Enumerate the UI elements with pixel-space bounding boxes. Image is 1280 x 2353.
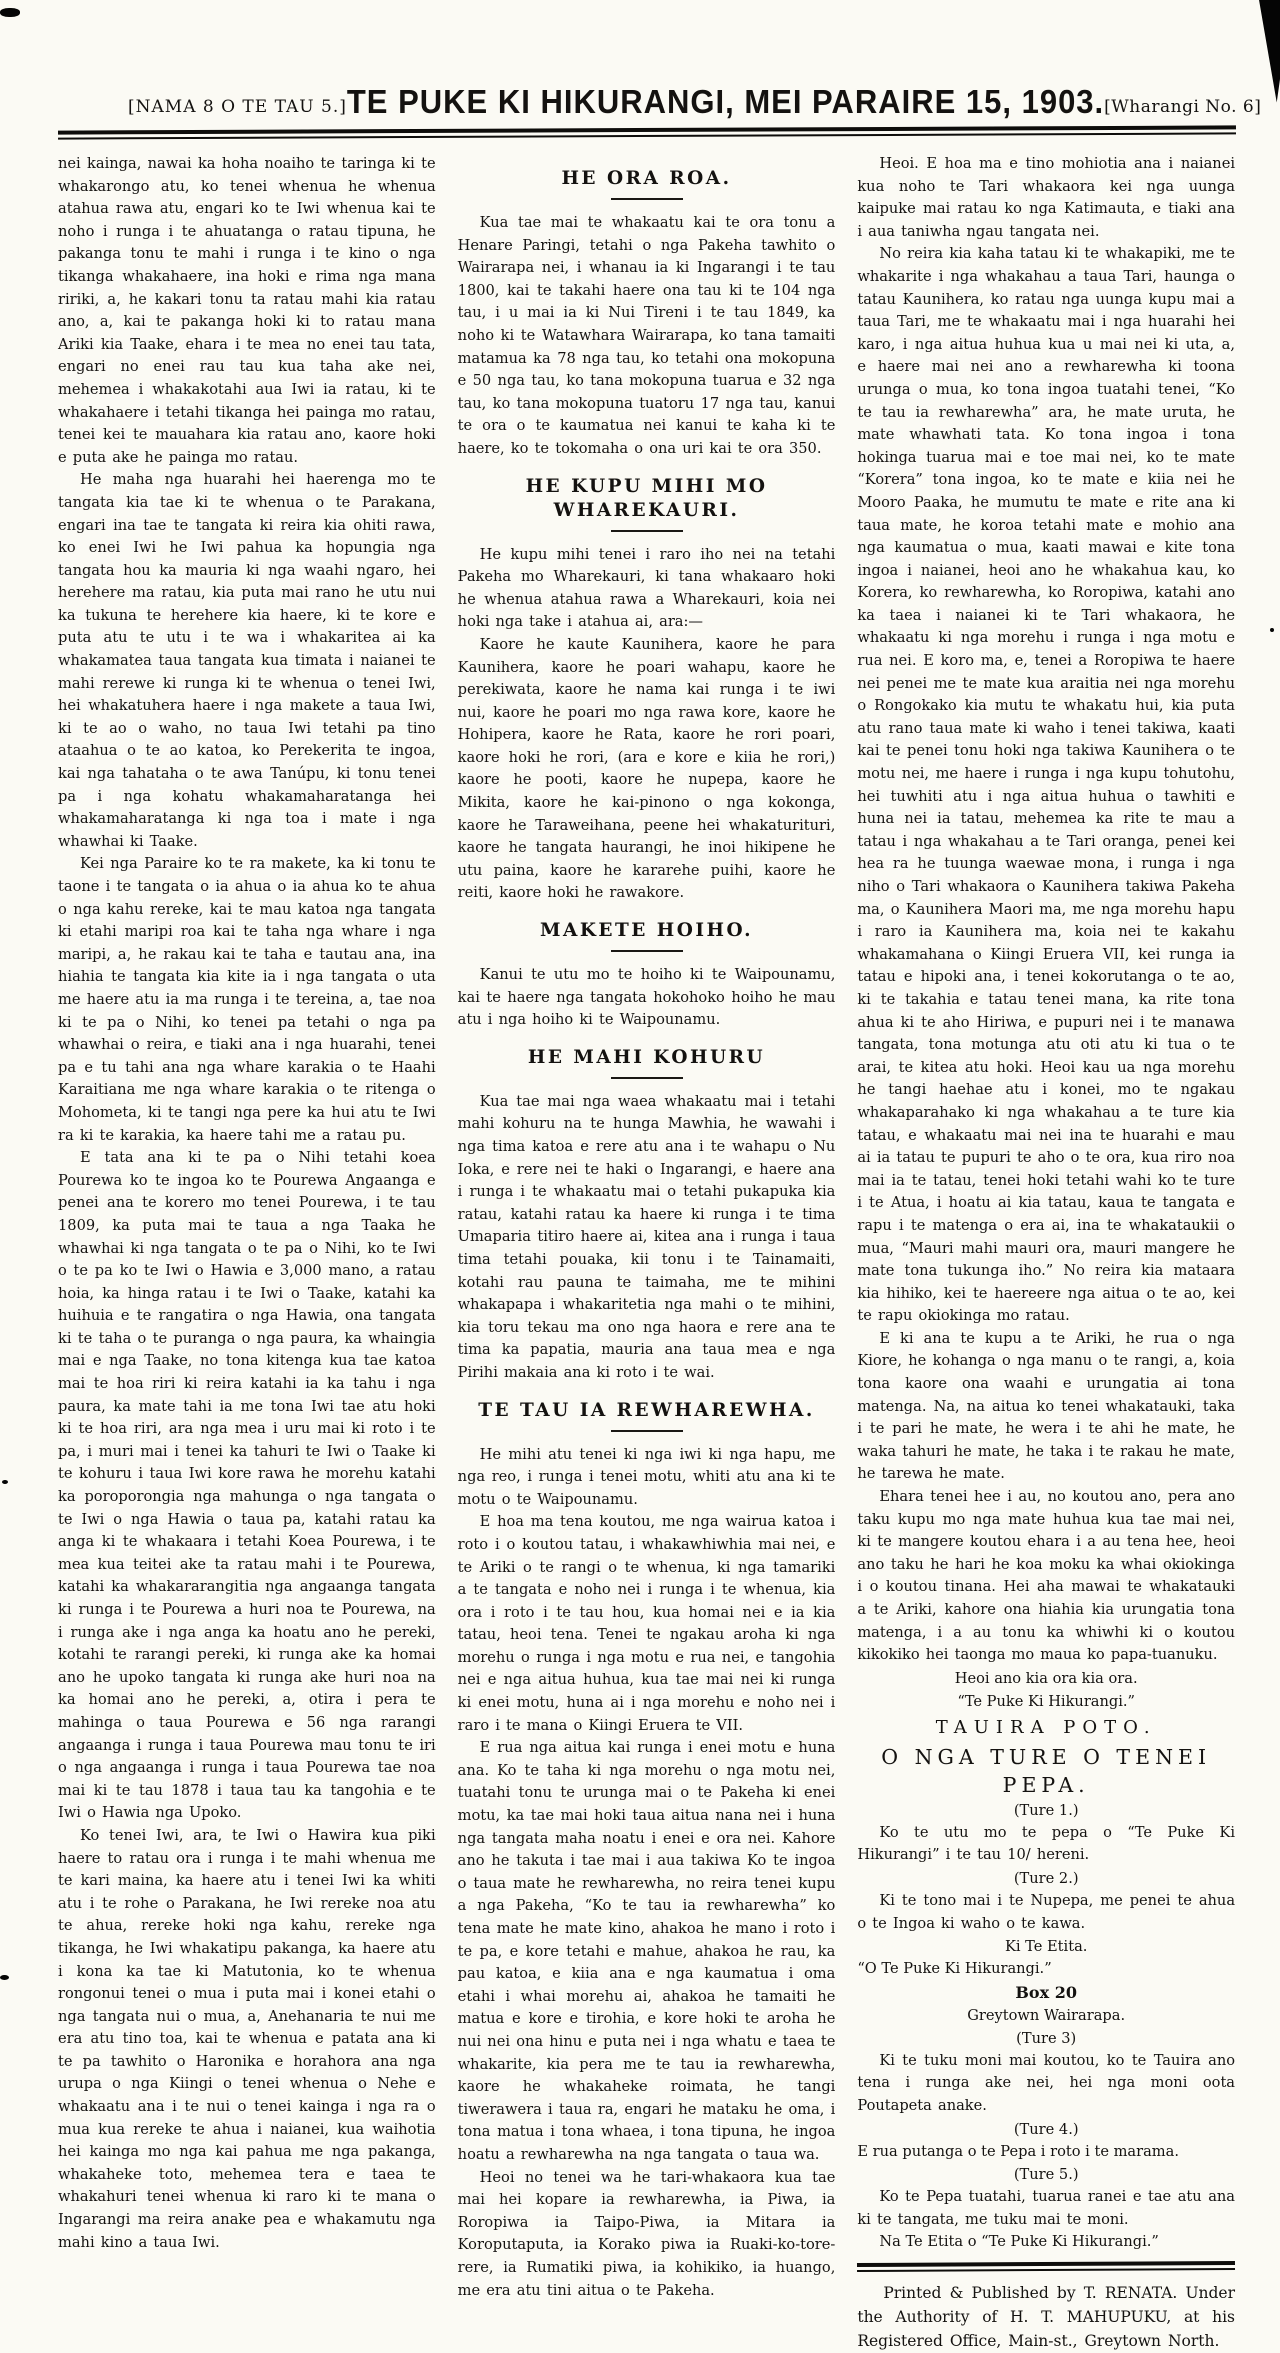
scan-mark-left-top	[0, 8, 20, 17]
paragraph: Ko te Pepa tuatahi, tuarua ranei e tae atu ana ki te tangata, me tuku mai te moni.	[857, 2188, 1236, 2228]
article-heading: HE MAHI KOHURU	[527, 1046, 766, 1068]
double-rule	[857, 2261, 1235, 2272]
paragraph: No reira kia kaha tatau ki te whakapiki, me te whakarite i nga whakahau a taua Tari, haunga o tatau Kaunihera, ko ratau nga uunga kupu mai a taua Tari, me te whakaatu mai i nga huarahi hei karo, i nga aitua huhua kua u mai nei ki uta, a, e haere mai nei ano a rewharewha ki toona urunga o mua, ko tona ingoa tuatahi tenei, “Ko te tau ia rewharewha” ara, he mate uruta, he mate whawhati tata. Ko tona ingoa i tona hokinga tuarua mai e toe mai nei, ko te mate “Korera” tona ingoa, ko te mate e kiia nei he Mooro Paaka, he mumutu te mate e rite ana ki taua mate, he koroa tetahi mate e mohio ana nga kaumatua o mua, kaati mawai e kite tona ingoa i naianei, heoi ano he whakahua kau, ko Korera, ko rewharewha, ko Roropiwa, katahi ano ka taea i naianei ki te Tari whakaora, he whakaatu ki nga morehu i runga i nga motu e rua nei. E koro ma, e, tenei a Roropiwa te haere nei penei me te mate kua araitia nei nga morehu o Rongokako kia mutu te whakatu hui, kia puta atu rano taua mate ki waho i tenei takiwa, kaati kai te penei tonu hoki nga takiwa Kaunihera o te motu nei, me haere i runga i nga kupu tohutohu, hei tuwhiti atu i nga aitua huhua o tawhiti e huna nei ia tatau, mehemea ka rite te mau a tatau i nga whakahau a te Tari oranga, penei kei hea ra he tuunga waewae mona, i runga i nga niho o Tari whakaora o Kaunihera takiwa Pakeha ma, o Kaunihera Maori ma, me nga morehu hapu i raro ia Kaunihera ma, koia nei te kakahu whakamahana o Kiingi Eruera VII, kei runga ia tatau e hipoki ana, i tenei kokorutanga o te ao, ki te takahia e tatau tenei mana, ka rite tona ahua ki te aho Hiriwa, e pupuri nei i te manawa tangata, tona motunga atu oti atu ki tua o te arai, te kitea atu hoki. Heoi kau ua nga morehu he tangi haehae atu i konei, mo te ngakau whakaparahako ki nga whakahau a te ture kia tatau, e whakaatu mai nei ina te huarahi e mau ai ia tatau te pupuri te aho o te ora, kua riro noa mai ia te tatau, tenei hoki tetahi wahi ko te ture i te Atua, i hoatu ai kia tatau, kaua te tangata e rapu i te matenga o era ai, ina te whakataukii o mua, “Mauri mahi mauri ora, mauri mangere he mate tona tukunga iho.” No reira kia mataara kia hihiko, kei te haereere nga aitua o te ao, kei te rapu okiokinga mo ratau.	[857, 245, 1236, 1325]
paragraph: E rua putanga o te Pepa i roto i te marama.	[857, 2142, 1179, 2160]
article-heading-block	[458, 167, 836, 200]
section-heading: O NGA TURE O TENEI PEPA.	[881, 1744, 1212, 1797]
article-heading: HE KUPU MIHI MO WHAREKAURI.	[525, 475, 768, 521]
article-heading: MAKETE HOIHO.	[539, 920, 754, 942]
paragraph: E rua nga aitua kai runga i enei motu e huna ana. Ko te taha ki nga morehu o nga motu nei, tuatahi tonu te urunga mai o te Pakeha ki enei motu, ka tae mai hoki taua aitua nana nei i huna nga tangata maha noatu i enei e ora nei. Kahore ano he takuta i tae mai i aua takiwa Ko te ingoa o taua mate he rewharewha, no reira tenei kupu a nga Pakeha, “Ko te tau ia rewharewha” ko tena mate he mate kino, ahakoa he mano i roto i te pa, e kore tetahi e mahue, ahakoa he rau, ka pau katoa, e kiia ana e nga kaumatua i oma etahi i whai morehu ai, ahakoa he tamaiti he matua e kore e tirohia, e kore hoki te aroha he nui nei ona hinu e puta nei i nga whatu e taea te whakarite, kia pera me te tau ia rewharewha, kaore he whakaheke roimata, he tangi tiwerawera i taua ra, engari he mataku he oma, i tona matua i tona whaea, i tona tipuna, he ingoa hoatu a rewharewha na nga tangata o taua wa.	[457, 1739, 836, 2163]
scan-mark-left-mid	[2, 1480, 8, 1484]
centered-line: (Ture 1.)	[1013, 1801, 1079, 1819]
article-heading-block	[458, 1399, 836, 1432]
scan-mark-left-bottom	[0, 1975, 9, 1980]
paragraph: Kua tae mai nga waea whakaatu mai i tetahi mahi kohuru na te hunga Mawhia, he wawahi i nga tima katoa e rere atu ana i te wahapu o Nu Ioka, e rere nei te haki o Ingarangi, e haere ana i runga i te whakaatu mai o tetahi pukapuka kia ratau, katahi ratau ka haere ki runga i te tima Umaparia titiro haere ai, kitea ana i runga i taua tima tetahi pouaka, kii tonu i te Tainamaiti, kotahi rau pauna te taimaha, me te mihini whakapapa i whakaritetia nga mahi o te mihini, kia toru tekau ma ono nga haora e rere ana te tima ka papatia, mauria ana taua mea e nga Pirihi makaia ana ki roto i te wai.	[457, 1092, 836, 1381]
masthead	[0, 0, 1280, 120]
heading-rule	[611, 950, 683, 952]
centered-line: (Ture 4.)	[1013, 2120, 1079, 2138]
centered-line: (Ture 5.)	[1013, 2166, 1079, 2184]
text-columns	[0, 137, 1280, 2353]
paragraph: Kaore he kaute Kaunihera, kaore he para Kaunihera, kaore he poari wahapu, kaore he perekiwata, kaore he nama kai runga i te iwi nui, kaore he poari mo nga rawa kore, kaore he Hohipera, kaore he Rata, kaore he rori poari, kaore hoki he rori, (ara e kore e kiia he rori,) kaore he pooti, kaore he nupepa, kaore he Mikita, kaore he kai-pinono o nga kokonga, kaore he Taraweihana, peene hei whakaturituri, kaore he tangata haurangi, he inoi hikipene he utu paina, kaore he kararehe puihi, kaore he reiti, kaore hoki he rawakore.	[457, 635, 836, 902]
paragraph: E ki ana te kupu a te Ariki, he rua o nga Kiore, he kohanga o nga manu o te rangi, a, koia tona kaore ona waahi e urungatia ai tona matenga. Na, na aitua ko tenei whakatauki, taka i te pari he mate, he wera i te ahi he mate, he waka tahuri he mate, he taka i te rakau he mate, he tarewa he mate.	[857, 1329, 1236, 1483]
paragraph: E tata ana ki te pa o Nihi tetahi koea Pourewa ko te ingoa ko te Pourewa Angaanga e penei ana te korero mo tenei Pourewa, i te tau 1809, ka puta mai te taua a nga Taaka he whawhai ki nga tangata o te pa o Nihi, ko te Iwi o te pa ko te Iwi o Hawia e 3,000 mano, a ratau hoia, ka hinga ratau i te Iwi o Taake, katahi ka huihuia e te rangatira o nga Hawia, ona tangata ki te taha o te puranga o nga paura, ka whaingia mai e nga Taake, no tona kitenga kua tae katoa mai te hoa riri ki reira katahi ia ka tahu i nga paura, ka mate tahi ia me tona Iwi tae atu hoki ki te hoa riri, ara nga mea i uru mai ki roto i te pa, i muri mai i tenei ka tahuri te Iwi o Taake ki te kohuru i taua Iwi kore rawa he morehu katahi ka poroporongia nga mahunga o nga tangata o te Iwi o nga Hawia o taua pa, katahi ratau ka anga ki te whakaara i tetahi Koea Pourewa, i te mea kua teitei ake ta ratau mahi i te Pourewa, katahi ka whakararangitia nga angaanga tangata ki runga i te Pourewa a huri noa te Pourewa, na i runga ake i nga anga ka hoatu ano he pereki, kotahi te rarangi pereki, ki runga ake ka homai ano he upoko tangata ki runga ake huri noa na ka homai ano he pereki, a, otira i pera te mahinga o taua Pourewa e 56 nga rarangi angaanga i runga i taua Pourewa mau tonu te iri o nga angaanga i runga i taua Pourewa tae noa mai ki te tau 1878 i taua tau ka tangohia e te Iwi o Hawia nga Upoko.	[58, 1149, 436, 1822]
paragraph: Ko te utu mo te pepa o “Te Puke Ki Hikurangi” i te tau 10/ hereni.	[857, 1823, 1236, 1864]
paragraph: Ki te tuku moni mai koutou, ko te Tauira ano tena i runga ake nei, hei nga moni oota Poutapeta anake.	[857, 2051, 1236, 2114]
paragraph: He mihi atu tenei ki nga iwi ki nga hapu, me nga reo, i runga i tenei motu, whiti atu ana ki te motu o te Waipounamu.	[457, 1445, 836, 1508]
centered-line: Greytown Wairarapa.	[967, 2006, 1126, 2024]
paragraph: He kupu mihi tenei i raro iho nei na tetahi Pakeha mo Wharekauri, ki tana whakaaro hoki he whenua atahua rawa a Wharekauri, koia nei hoki nga take i atahua ai, ara:—	[457, 545, 836, 631]
issue-number: [NAMA 8 O TE TAU 5.]	[128, 97, 347, 117]
scan-mark-right	[1270, 628, 1274, 632]
centered-line: Ki Te Etita.	[1004, 1938, 1088, 1956]
centered-line: “Te Puke Ki Hikurangi.”	[957, 1692, 1136, 1710]
column-1	[58, 153, 436, 2254]
paragraph: “O Te Puke Ki Hikurangi.”	[857, 1960, 1052, 1978]
paragraph: Ko tenei Iwi, ara, te Iwi o Hawira kua piki haere to ratau ora i runga i te mahi whenua me te kari maina, ka haere atu i tenei Iwi ka whiti atu i te rohe o Parakana, he Iwi rereke noa atu te ahua, rereke hoki nga kahu, rereke nga tikanga, he Iwi whakatipu pakanga, ka haere atu i kona ka tae ki Matutonia, ko te whenua rongonui tenei o mua i puta mai i konei etahi o nga tangata nui o mua, a, Anehanaria te nui me era atu tino toa, kai te whenua e patata ana ki te pa tawhito o Haronika e horahora ana nga urupa o nga Kiingi o tenei whenua o Nehe e whakaatu ana i te nui o tenei kainga i nga ra o mua kua rereke te ahua i naianei, kua waihotia hei kainga mo nga kai pahua me nga pakanga, whakaheke toto, mehemea tera e taea te whakahuri tenei whenua ki raro ki te mana o Ingarangi ma reira anake pea e whakamutu nga mahi kino a taua Iwi.	[58, 1826, 436, 2251]
heading-rule	[611, 530, 683, 532]
centered-line: (Ture 3)	[1016, 2029, 1077, 2047]
article-heading: HE ORA ROA.	[561, 168, 732, 189]
newspaper-title: TE PUKE KI HIKURANGI, MEI PARAIRE 15, 1903.	[346, 82, 1105, 121]
paragraph: Ki te tono mai i te Nupepa, me penei te ahua o te Ingoa ki waho o te kawa.	[857, 1891, 1236, 1932]
page-number: [Wharangi No. 6]	[1104, 97, 1262, 117]
paragraph: Heoi. E hoa ma e tino mohiotia ana i naianei kua noho te Tari whakaora kei nga uunga kaipuke mai ratau ko nga Katimauta, e tiaki ana i aua taniwha ngau tangata nei.	[857, 155, 1236, 240]
heading-rule	[611, 1077, 683, 1079]
paragraph: Kei nga Paraire ko te ra makete, ka ki tonu te taone i te tangata o ia ahua o ia ahua ko te ahua o nga kahu rereke, kai te mau katoa nga tangata ki etahi maripi roa kai te taha nga whare i nga maripi, a, he rakau kai te taha e tautau ana, ina hiahia te tangata kia kite ia i nga tangata o uta me haere atu ia ma runga i te tereina, a, tae noa ki te pa o Nihi, ko tenei pa tetahi o nga pa whawhai o reira, e tiaki ana i nga huarahi, tenei pa e tu tahi ana nga whare karakia o te Haahi Karaitiana me nga whare karakia o te ritenga o Mohometa, ki te tangi nga pere ka hui atu te Iwi ra ki te karakia, ka haere tahi me a ratau pu.	[58, 855, 436, 1144]
centered-line: (Ture 2.)	[1013, 1869, 1079, 1887]
paragraph: Kanui te utu mo te hoiho ki te Waipounamu, kai te haere nga tangata hokohoko hoiho he mau atu i nga hoiho ki te Waipounamu.	[457, 966, 836, 1029]
article-heading-block	[458, 1046, 836, 1079]
article-heading-block	[458, 475, 836, 532]
imprint: Printed & Published by T. RENATA. Under the Authority of H. T. MAHUPUKU, at his Registered Office, Main-st., Greytown North.	[857, 2283, 1236, 2350]
article-heading: TE TAU IA REWHAREWHA.	[478, 1399, 815, 1421]
centered-line: Box 20	[1015, 1982, 1077, 2002]
paragraph: Kua tae mai te whakaatu kai te ora tonu a Henare Paringi, tetahi o nga Pakeha tawhito o Wairarapa nei, i whanau ia ki Ingarangi i te tau 1800, kai te takahi haere ona tau ki te 104 nga tau, i u mai ia ki Nui Tireni i te tau 1849, ka noho ki te Watawhara Wairarapa, ko tana tamaiti matamua ka 78 nga tau, ko tetahi ona mokopuna e 50 nga tau, ko tana mokopuna tuarua e 32 nga tau, ko tana mokopuna tuatoru 17 nga tau, kanui te ora o te kaumatua nei kanui te kaha ki te haere, ko te tokomaha o ona uri kai te ora 350.	[457, 214, 836, 457]
paragraph: He maha nga huarahi hei haerenga mo te tangata kia tae ki te whenua o te Parakana, engari ina tae te tangata ki reira kia ohiti rawa, ko enei Iwi he Iwi pahua ka hopungia nga tangata hou ka mauria ki nga waahi ngaro, hei herehere ma ratau, kia puta mai rano he utu nui ka tukuna te herehere kia haere, ki te kore e puta atu te utu i te wa i whakaritea ai ka whakamatea taua tangata kua timata i naianei te mahi rerewe ki runga ki te whenua o tenei Iwi, hei whakatuhera haere i nga makete a taua Iwi, ki te ao o waho, no taua Iwi tetahi pa tino ataahua o te ao katoa, ko Perekerita te ingoa, kai nga tahataha o te awa Tanúpu, ki tonu tenei pa i nga kohatu whakamaharatanga hei whakamaharatanga ki nga toa i mate i nga whawhai ki Taake.	[58, 471, 436, 850]
paragraph: Na Te Etita o “Te Puke Ki Hikurangi.”	[879, 2233, 1159, 2251]
paragraph: nei kainga, nawai ka hoha noaiho te taringa ki te whakarongo atu, ko tenei whenua he whenua atahua rawa atu, engari ko te Iwi whenua kai te noho i runga i te ahuatanga o ratau tipuna, he pakanga tonu te mahi i runga i te kino o nga tikanga whakahaere, ina hoki e rima nga mana ririki, a, he kakari tonu ta ratau mahi kia ratau ano, a, kai te pakanga hoki ki to ratau mana Ariki kia Taake, ehara i te mea no enei tau tata, engari no enei rau tau kua taha ake nei, mehemea i whakakotahi aua Iwi ia ratau, ki te whakahaere i tetahi tikanga hei painga mo ratau, tenei kei te mauahara kia ratau ano, kaore hoki e puta ake he painga mo ratau.	[58, 155, 436, 466]
section-heading: TAUIRA POTO.	[935, 1716, 1157, 1738]
heading-rule	[611, 1430, 683, 1432]
column-3	[857, 153, 1235, 2353]
column-2	[458, 153, 836, 2302]
paragraph: Heoi no tenei wa he tari-whakaora kua tae mai hei kopare ia rewharewha, ia Piwa, ia Roropiwa ia Taipo-Piwa, ia Mitara ia Koroputaputa, ia Korako piwa ia Ruaki-ko-tore-rere, ia Rumatiki piwa, ia kohikiko, ia huango, me era atu tini aitua o te Pakeha.	[457, 2168, 836, 2299]
centered-line: Heoi ano kia ora kia ora.	[954, 1669, 1138, 1687]
paragraph: Ehara tenei hee i au, no koutou ano, pera ano taku kupu mo nga mate huhua kua tae mai nei, ki te mangere koutou ehara i a au tena hee, heoi ano taku he hari he koa moku ka whai okiokinga i o koutou tinana. Hei aha mawai te whakatauki a te Ariki, kahore ona hiahia kia urungatia tona matenga, i a au tonu ka whiwhi ki o koutou kikokiko hei taonga mo maua ko papa-tuanuku.	[857, 1488, 1236, 1664]
article-heading-block	[458, 919, 836, 952]
paragraph: E hoa ma tena koutou, me nga wairua katoa i roto i o koutou tatau, i whakawhiwhia mai nei, e te Ariki o te rangi o te whenua, ki nga tamariki a te tangata e noho nei i runga i te whenua, kia ora i roto i te tau hou, kua homai nei e ia kia tatau, heoi tena. Tenei te ngakau aroha ki nga morehu o runga i nga motu e rua nei, e tangohia nei e nga aitua huhua, kua tae mai nei ki runga ki enei motu, huna ai i nga morehu e noho nei i raro i te mana o Kiingi Eruera te VII.	[457, 1513, 836, 1734]
heading-rule	[611, 198, 683, 200]
